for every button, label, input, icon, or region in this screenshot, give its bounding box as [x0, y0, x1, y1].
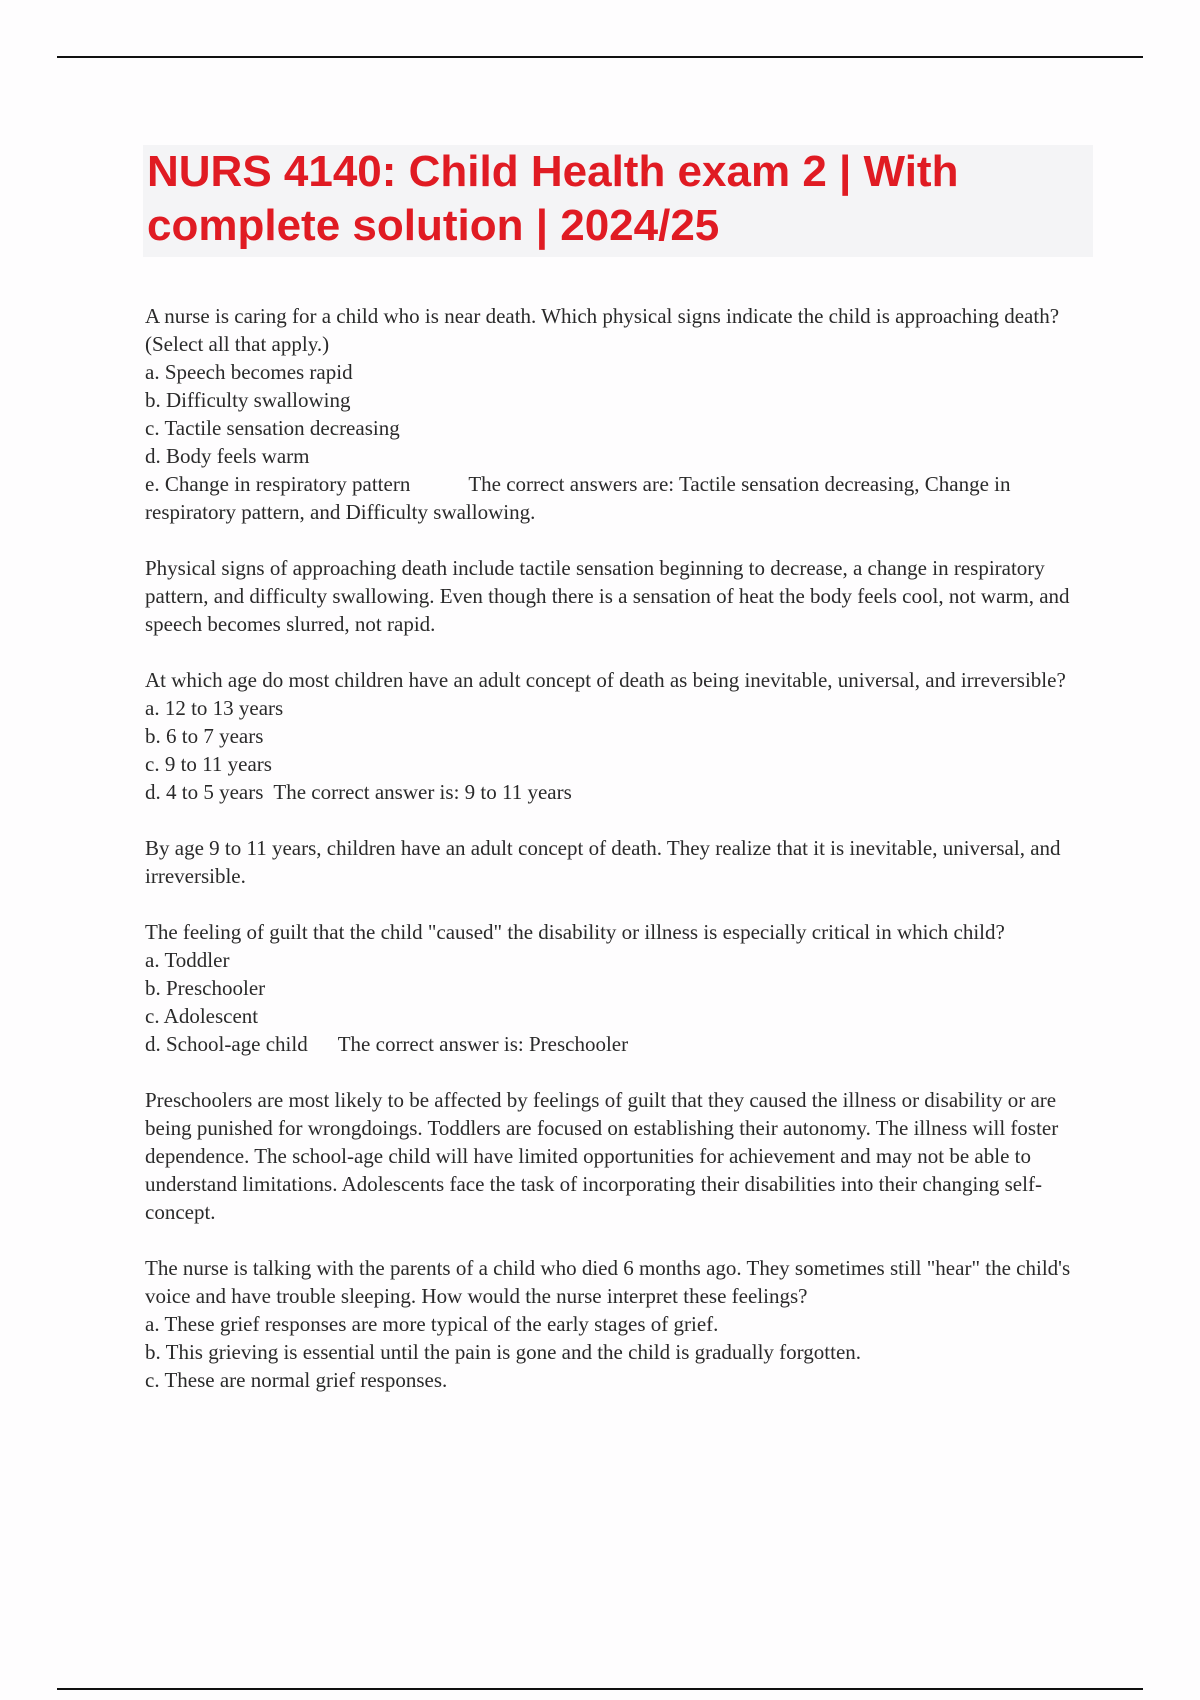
- option-c: c. 9 to 11 years: [145, 752, 272, 776]
- option-e-with-answer: [145, 470, 1085, 526]
- question-3: [145, 918, 1085, 1058]
- answer-text: The correct answer is: Preschooler: [337, 1032, 629, 1056]
- option-c: c. These are normal grief responses.: [145, 1368, 448, 1392]
- rationale-1: [145, 554, 1085, 638]
- option-d: d. Body feels warm: [145, 444, 310, 468]
- option-c: c. Adolescent: [145, 1004, 259, 1028]
- question-4: [145, 1254, 1085, 1394]
- option-b: b. 6 to 7 years: [145, 724, 264, 748]
- option-d-with-answer: [145, 778, 1085, 806]
- option-a: a. Speech becomes rapid: [145, 360, 353, 384]
- footer-rule: [57, 1688, 1143, 1690]
- answer-text: The correct answers are: Tactile sensation decreasing, Change in respiratory pattern, and Difficulty swallowing.: [145, 472, 1011, 524]
- option-a: a. Toddler: [145, 948, 230, 972]
- question-stem: A nurse is caring for a child who is near death. Which physical signs indicate the child is approaching death? (Select all that apply.): [145, 304, 1060, 356]
- option-a: a. 12 to 13 years: [145, 696, 284, 720]
- option-b: b. Preschooler: [145, 976, 266, 1000]
- option-d-with-answer: [145, 1030, 1085, 1058]
- header-rule: [57, 56, 1143, 58]
- rationale-text: Physical signs of approaching death include tactile sensation beginning to decrease, a change in respiratory pattern, and difficulty swallowing. Even though there is a sensation of heat the body feels cool, not warm, and speech becomes slurred, not rapid.: [145, 556, 1070, 636]
- option-d: d. 4 to 5 years: [145, 780, 264, 804]
- option-e: e. Change in respiratory pattern: [145, 472, 411, 496]
- question-2: [145, 666, 1085, 806]
- question-stem: At which age do most children have an adult concept of death as being inevitable, universal, and irreversible?: [145, 668, 1066, 692]
- question-1: [145, 302, 1085, 526]
- option-b: b. This grieving is essential until the pain is gone and the child is gradually forgotten.: [145, 1340, 862, 1364]
- question-stem: The feeling of guilt that the child "caused" the disability or illness is especially critical in which child?: [145, 920, 1005, 944]
- document-title: NURS 4140: Child Health exam 2 | With complete solution | 2024/25: [147, 147, 959, 250]
- option-b: b. Difficulty swallowing: [145, 388, 351, 412]
- option-c: c. Tactile sensation decreasing: [145, 416, 400, 440]
- rationale-text: Preschoolers are most likely to be affected by feelings of guilt that they caused the illness or disability or are being punished for wrongdoings. Toddlers are focused on establishing their autonomy. The illness will foster dependence. The school-age child will have limited opportunities for achievement and may not be able to understand limitations. Adolescents face the task of incorporating their disabilities into their changing self-concept.: [145, 1088, 1059, 1224]
- rationale-2: [145, 834, 1085, 890]
- option-a: a. These grief responses are more typical of the early stages of grief.: [145, 1312, 719, 1336]
- rationale-3: [145, 1086, 1085, 1226]
- rationale-text: By age 9 to 11 years, children have an adult concept of death. They realize that it is inevitable, universal, and irreversible.: [145, 836, 1061, 888]
- option-d: d. School-age child: [145, 1032, 308, 1056]
- answer-text: The correct answer is: 9 to 11 years: [273, 780, 572, 804]
- question-stem: The nurse is talking with the parents of a child who died 6 months ago. They sometimes still "hear" the child's voice and have trouble sleeping. How would the nurse interpret these feelings?: [145, 1256, 1071, 1308]
- document-body: [145, 302, 1085, 1422]
